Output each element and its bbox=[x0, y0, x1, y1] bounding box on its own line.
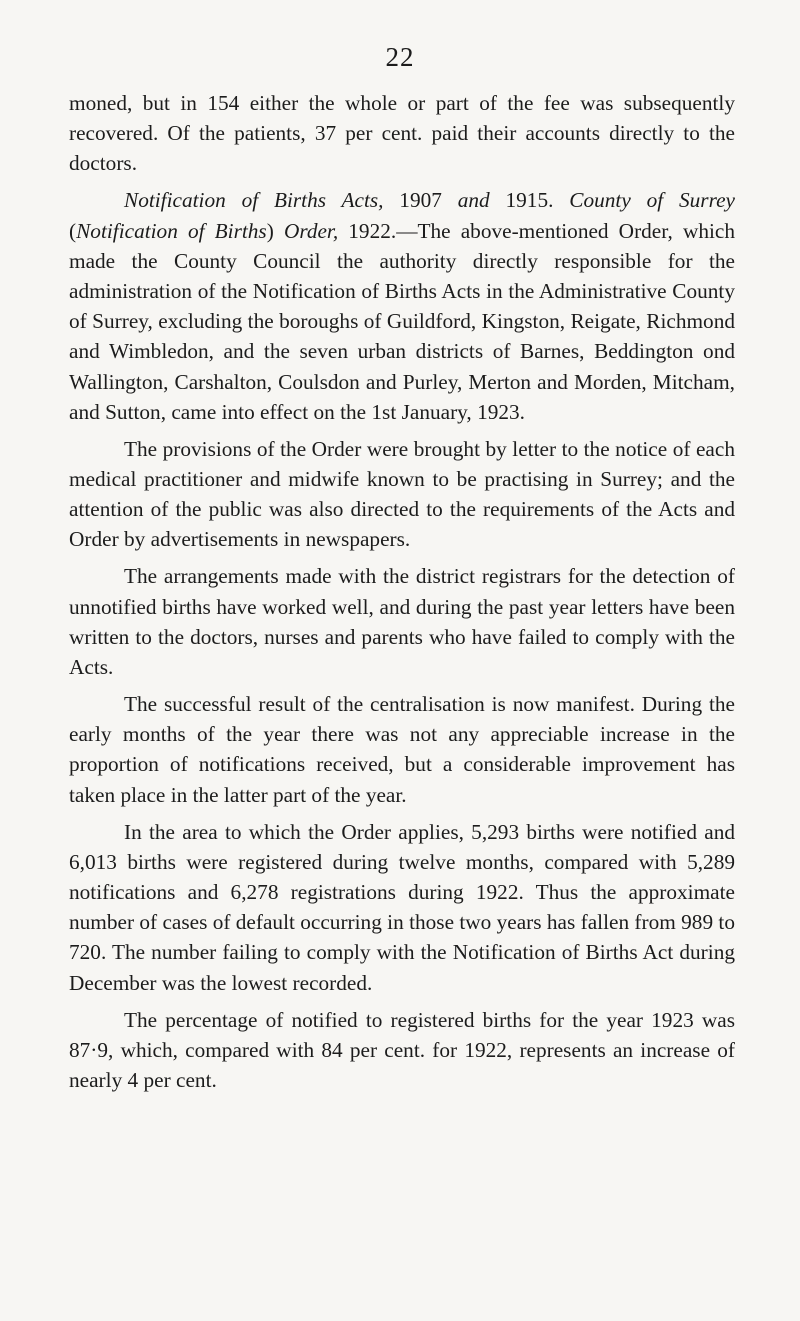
paragraph-births-figures bbox=[69, 817, 735, 998]
section-heading-close-paren: ) bbox=[266, 218, 284, 243]
paragraph-centralisation bbox=[69, 689, 735, 810]
paragraph-text: The arrangements made with the district registrars for the detection of unnotified births have worked well, and during the past year letters have been written to the doctors, nurses and parents who have failed to comply with the Acts. bbox=[69, 564, 735, 680]
section-heading-open-paren: ( bbox=[69, 218, 77, 243]
paragraph-fee-recovery bbox=[69, 88, 735, 179]
section-heading-acts: Notification of Births Acts, bbox=[124, 188, 384, 213]
section-heading-order: Order, bbox=[283, 218, 339, 243]
section-heading-year-1915: 1915. bbox=[489, 188, 570, 213]
paragraph-text: 1922.—The above-mentioned Order, which made the County Council the authority directly responsible for the administration of the Notification of Births Acts in the Administrative County of Surrey, excluding the boroughs of Guildford, Kingston, Reigate, Richmond and Wimbledon, and the seven urban districts of Barnes, Beddington ond Wallington, Carshalton, Coulsdon and Purley, Merton and Morden, Mitcham, and Sutton, came into effect on the 1st January, 1923. bbox=[69, 218, 735, 424]
paragraph-text: moned, but in 154 either the whole or part of the fee was subsequently recovered. Of the patients, 37 per cent. paid their accounts directly to the doctors. bbox=[69, 91, 735, 176]
paragraph-text: The percentage of notified to registered births for the year 1923 was 87·9, which, compared with 84 per cent. for 1922, represents an increase of nearly 4 per cent. bbox=[69, 1007, 735, 1093]
section-heading-county: County of Surrey bbox=[569, 188, 735, 213]
section-heading-and: and bbox=[457, 188, 490, 213]
page-number: 22 bbox=[385, 42, 415, 72]
body-text bbox=[69, 88, 735, 1102]
paragraph-notification-order bbox=[69, 185, 735, 427]
paragraph-text: The provisions of the Order were brought by letter to the notice of each medical practitioner and midwife known to be practising in Surrey; and the attention of the public was also directed to the requirements of the Acts and Order by advertisements in newspapers. bbox=[69, 436, 735, 552]
paragraph-provisions bbox=[69, 434, 735, 555]
paragraph-percentage bbox=[69, 1005, 735, 1096]
section-heading-notification: Notification of Births bbox=[76, 218, 267, 243]
paragraph-arrangements bbox=[69, 561, 735, 682]
section-heading-year-1907: 1907 bbox=[383, 188, 458, 213]
paragraph-text: In the area to which the Order applies, 5,293 births were notified and 6,013 births were registered during twelve months, compared with 5,289 notifications and 6,278 registrations during 1922. Thus the approximate number of cases of default occurring in those two years has fallen from 989 to 720. The number failing to comply with the Notification of Births Act during December was the lowest recorded. bbox=[69, 819, 735, 995]
paragraph-text: The successful result of the centralisation is now manifest. During the early months of the year there was not any appreciable increase in the proportion of notifications received, but a considerable improvement has taken place in the latter part of the year. bbox=[69, 692, 735, 807]
